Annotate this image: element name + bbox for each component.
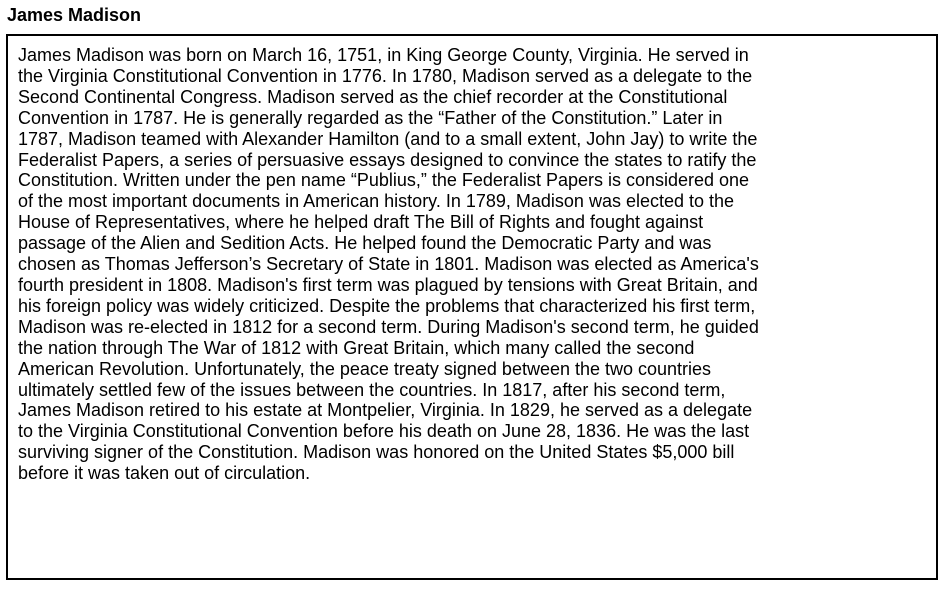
biography-text-box [6,34,938,580]
biography-paragraph: James Madison was born on March 16, 1751, in King George County, Virginia. He served in the Virginia Constitutional Convention in 1776. In 1780, Madison served as a delegate to the Second Continental Congress. Madison served as the chief recorder at the Constitutional Convention in 1787. He is generally regarded as the “Father of the Constitution.” Later in 1787, Madison teamed with Alexander Hamilton (and to a small extent, John Jay) to write the Federalist Papers, a series of persuasive essays designed to convince the states to ratify the Constitution. Written under the pen name “Publius,” the Federalist Papers is considered one of the most important documents in American history. In 1789, Madison was elected to the House of Representatives, where he helped draft The Bill of Rights and fought against passage of the Alien and Sedition Acts. He helped found the Democratic Party and was chosen as Thomas Jefferson’s Secretary of State in 1801. Madison was elected as America's fourth president in 1808. Madison's first term was plagued by tensions with Great Britain, and his foreign policy was widely criticized. Despite the problems that characterized his first term, Madison was re-elected in 1812 for a second term. During Madison's second term, he guided the nation through The War of 1812 with Great Britain, which many called the second American Revolution. Unfortunately, the peace treaty signed between the two countries ultimately settled few of the issues between the countries. In 1817, after his second term, James Madison retired to his estate at Montpelier, Virginia. In 1829, he served as a delegate to the Virginia Constitutional Convention before his death on June 28, 1836. He was the last surviving signer of the Constitution. Madison was honored on the United States $5,000 bill before it was taken out of circulation. [18,45,759,484]
page-title: James Madison [7,5,142,25]
